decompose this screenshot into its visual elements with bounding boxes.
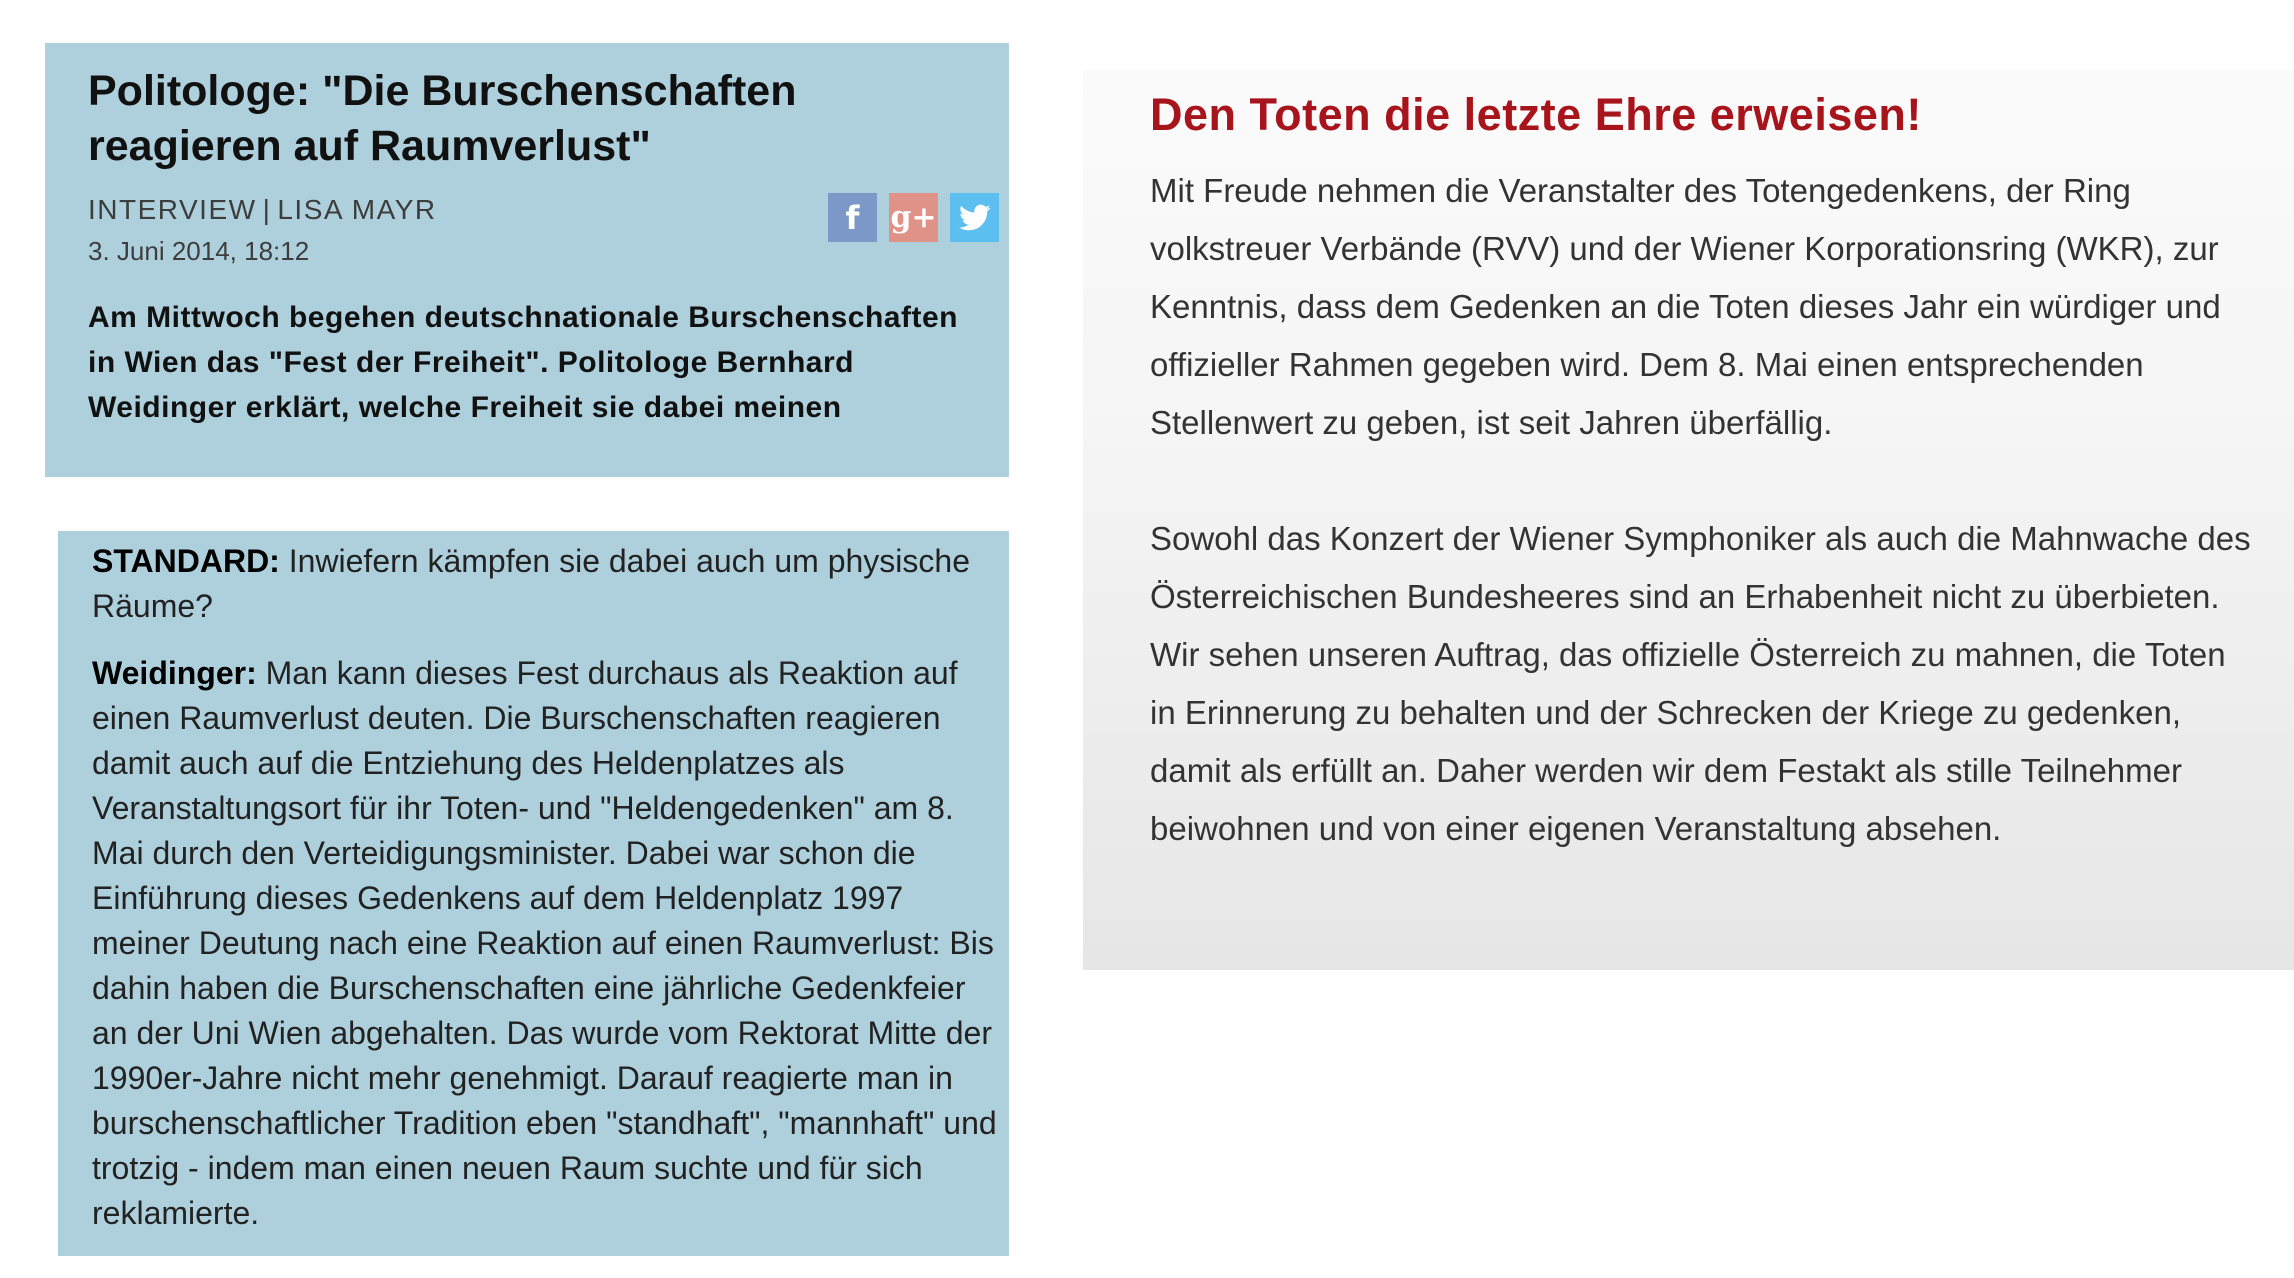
googleplus-share-button[interactable] — [889, 193, 938, 242]
byline-separator: | — [262, 194, 272, 225]
googleplus-icon: g+ — [890, 200, 937, 235]
question-text: Inwiefern kämpfen sie dabei auch um physische Räume? — [92, 543, 970, 624]
facebook-icon: f — [845, 198, 860, 237]
answer-text: Man kann dieses Fest durchaus als Reaktion auf einen Raumverlust deuten. Die Burschenschaften reagieren damit auch auf die Entziehung des Heldenplatzes als Veranstaltungsort für ihr Toten- und "Heldengedenken" am 8. Mai durch den Verteidigungsminister. Dabei war schon die Einführung dieses Gedenkens auf dem Heldenplatz 1997 meiner Deutung nach eine Reaktion auf einen Raumverlust: Bis dahin haben die Burschenschaften eine jährliche Gedenkfeier an der Uni Wien abgehalten. Das wurde vom Rektorat Mitte der 1990er-Jahre nicht mehr genehmigt. Darauf reagierte man in burschenschaftlicher Tradition eben "standhaft", "mannhaft" und trotzig - indem man einen neuen Raum suchte und für sich reklamierte. — [92, 655, 997, 1231]
interview-question — [92, 539, 997, 629]
announcement-paragraph: Mit Freude nehmen die Veranstalter des Totengedenkens, der Ring volkstreuer Verbände (RVV) und der Wiener Korporationsring (WKR), zur Kenntnis, dass dem Gedenken an die Toten dieses Jahr ein würdiger und offizieller Rahmen gegeben wird. Dem 8. Mai einen entsprechenden Stellenwert zu geben, ist seit Jahren überfällig. — [1150, 172, 2221, 441]
article-teaser: Am Mittwoch begehen deutschnationale Burschenschaften in Wien das "Fest der Freiheit". Politologe Bernhard Weidinger erklärt, welche Freiheit sie dabei meinen — [88, 301, 958, 424]
interview-qa — [92, 539, 997, 1236]
announcement-title: Den Toten die letzte Ehre erweisen! — [1150, 89, 1922, 140]
announcement-paragraph: Sowohl das Konzert der Wiener Symphoniker als auch die Mahnwache des Österreichischen Bundesheeres sind an Erhabenheit nicht zu überbieten. Wir sehen unseren Auftrag, das offizielle Österreich zu mahnen, die Toten in Erinnerung zu behalten und der Schrecken der Kriege zu gedenken, damit als erfüllt an. Daher werden wir dem Festakt als stille Teilnehmer beiwohnen und von einer eigenen Veranstaltung absehen. — [1150, 520, 2251, 847]
article-category[interactable]: INTERVIEW — [88, 194, 257, 225]
interview-excerpt-panel — [58, 531, 1009, 1256]
interview-answer — [92, 651, 997, 1236]
article-date: 3. Juni 2014, 18:12 — [88, 236, 310, 266]
twitter-bird-icon — [959, 204, 991, 232]
facebook-share-button[interactable] — [828, 193, 877, 242]
article-header-panel — [45, 43, 1009, 477]
share-buttons — [828, 193, 999, 242]
twitter-share-button[interactable] — [950, 193, 999, 242]
question-speaker-label: STANDARD: — [92, 543, 280, 579]
article-author[interactable]: LISA MAYR — [277, 194, 437, 225]
article-headline: Politologe: "Die Burschenschaften reagieren auf Raumverlust" — [88, 67, 797, 170]
answer-speaker-label: Weidinger: — [92, 655, 257, 691]
announcement-body — [1150, 162, 2254, 858]
announcement-panel — [1083, 70, 2294, 970]
